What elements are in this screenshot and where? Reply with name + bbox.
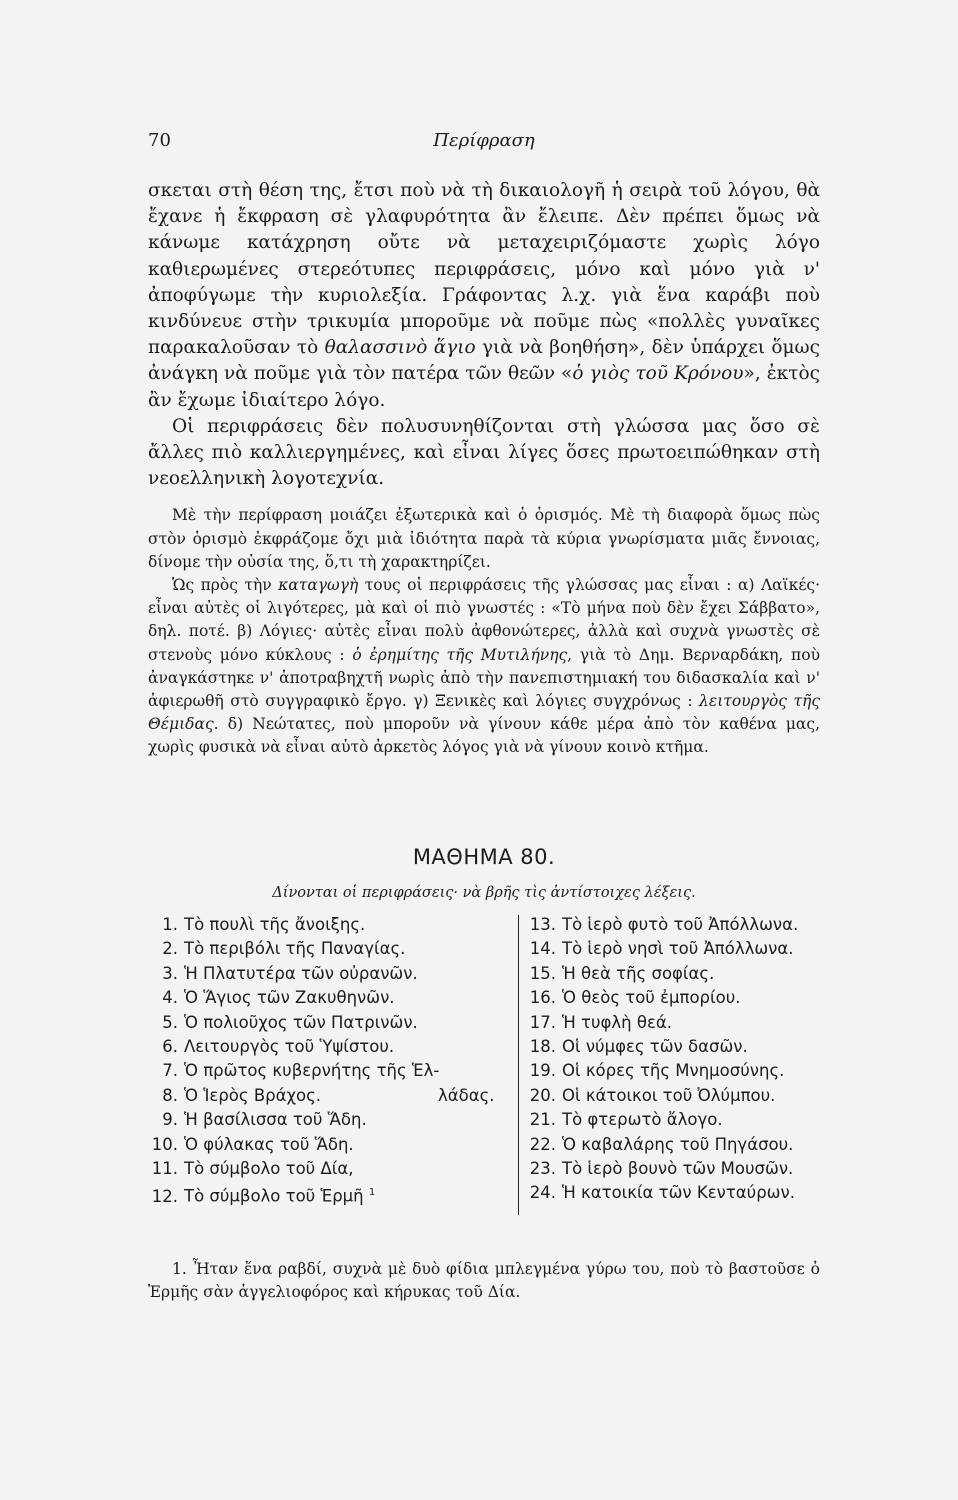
list-item: 12. Τὸ σύμβολο τοῦ Ἑρμῆ $^1$	[151, 1186, 376, 1206]
running-title: Περίφραση	[433, 130, 535, 151]
list-item: 17. Ἡ τυφλὴ θεά.	[529, 1012, 672, 1032]
list-item: 16. Ὁ θεὸς τοῦ ἐμπορίου.	[529, 988, 741, 1008]
page-number: 70	[148, 130, 171, 151]
list-item: 3. Ἡ Πλατυτέρα τῶν οὐρανῶν.	[162, 963, 418, 983]
right-column	[526, 913, 820, 1206]
column-divider	[518, 915, 519, 1215]
lesson-title: ΜΑΘΗΜΑ 80.	[412, 845, 556, 869]
list-item: 4. Ὁ Ἅγιος τῶν Ζακυθηνῶν.	[162, 988, 395, 1008]
list-item: 9. Ἡ βασίλισσα τοῦ Ἅδη.	[162, 1110, 367, 1130]
list-item: 15. Ἡ θεὰ τῆς σοφίας.	[529, 963, 715, 983]
list-item: 13. Τὸ ἱερὸ φυτὸ τοῦ Ἀπόλλωνα.	[529, 915, 799, 934]
exercise-instruction: Δίνονται οἱ περιφράσεις· νὰ βρῆς τὶς ἀντίστοιχες λέξεις.	[272, 885, 696, 901]
list-item: 8. Ὁ Ἱερὸς Βράχος. λάδας.	[148, 1084, 508, 1108]
paragraph-4: Ὡς πρὸς τὴν καταγωγὴ τους οἱ περιφράσεις τῆς γλώσσας μας εἶναι : α) Λαϊκές· εἶναι αὐτὲς οἱ λιγότερες, μὰ καὶ οἱ πιὸ γνωστές : «Τὸ μήνα ποὺ δὲν ἔχει Σάββατο», δηλ. ποτέ. β) Λόγιες· αὐτὲς εἶναι πολὺ ἀφθονώτερες, ἀλλὰ καὶ συχνὰ γνωστὲς σὲ στενοὺς μόνο κύκλους : ὁ ἐρημίτης τῆς Μυτιλήνης, γιὰ τὸ Δημ. Βερναρδάκη, ποὺ ἀναγκάστηκε ν' ἀποτραβηχτῆ νωρὶς ἀπὸ τὴν πανεπιστημιακή του διδασκαλία καὶ ν' ἀφιερωθῆ στὸ συγγραφικὸ ἔργο. γ) Ξενικὲς καὶ λόγιες συγχρόνως : λειτουργὸς τῆς Θέμιδας. δ) Νεώτατες, ποὺ μποροῦν νὰ γίνουν κάθε μέρα ἀπὸ τὸν καθένα μας, χωρὶς φυσικὰ νὰ εἶναι αὐτὸ ἀρκετὸς λόγος γιὰ νὰ γίνουν κοινὸ κτῆμα.	[148, 576, 821, 757]
list-item: 19. Οἱ κόρες τῆς Μνημοσύνης.	[529, 1061, 785, 1081]
paragraph-2: Οἱ περιφράσεις δὲν πολυσυνηθίζονται στὴ γλώσσα μας ὅσο σὲ ἄλλες πιὸ καλλιεργημένες, καὶ εἶναι λίγες ὅσες πρωτοειπώθηκαν στὴ νεοελληνικὴ λογοτεχνία.	[148, 415, 820, 490]
list-item: 10. Ὁ φύλακας τοῦ Ἅδη.	[151, 1134, 354, 1154]
small-print-section	[148, 504, 820, 759]
paragraph-3: Μὲ τὴν περίφραση μοιάζει ἐξωτερικὰ καὶ ὁ ὁρισμός. Μὲ τὴ διαφορὰ ὅμως πὼς στὸν ὁρισμὸ ἐκφράζομε ὄχι μιὰ ἰδιότητα παρὰ τὰ κύρια γνωρίσματα μιᾶς ἔννοιας, δίνομε τὴν οὐσία της, ὅ,τι τὴ χαρακτηρίζει.	[148, 506, 820, 571]
list-item: 23. Τὸ ἱερὸ βουνὸ τῶν Μουσῶν.	[529, 1158, 794, 1178]
italic-phrase: θαλασσινὸ ἅγιο	[324, 337, 476, 359]
list-item: 21. Τὸ φτερωτὸ ἄλογο.	[529, 1110, 723, 1130]
list-item: 2. Τὸ περιβόλι τῆς Παναγίας.	[162, 939, 406, 959]
italic-phrase: ὁ γιὸς τοῦ Κρόνου	[572, 363, 744, 385]
list-item: 22. Ὁ καβαλάρης τοῦ Πηγάσου.	[529, 1134, 794, 1154]
list-item: 20. Οἱ κάτοικοι τοῦ Ὀλύμπου.	[529, 1085, 776, 1105]
page-header	[148, 130, 820, 160]
footnote-text: 1. Ἦταν ἕνα ραβδί, συχνὰ μὲ δυὸ φίδια μπλεγμένα γύρω του, ποὺ τὸ βαστοῦσε ὁ Ἑρμῆς σὰν ἀγγελιοφόρος καὶ κήρυκας τοῦ Δία.	[148, 1260, 820, 1301]
footnote-marker: 1	[368, 1187, 376, 1199]
hyphen-continuation: λάδας.	[438, 1085, 495, 1105]
body-text	[148, 178, 820, 760]
list-item: 18. Οἱ νύμφες τῶν δασῶν.	[529, 1036, 748, 1056]
paragraph-1: σκεται στὴ θέση της, ἔτσι ποὺ νὰ τὴ δικαιολογῆ ἡ σειρὰ τοῦ λόγου, θὰ ἔχανε ἡ ἔκφραση σὲ γλαφυρότητα ἂν ἔλειπε. Δὲν πρέπει ὅμως νὰ κάνωμε κατάχρηση οὔτε νὰ μεταχειριζόμαστε χωρὶς λόγο καθιερωμένες στερεότυπες περιφράσεις, μόνο καὶ μόνο γιὰ ν' ἀποφύγωμε τὴν κυριολεξία. Γράφοντας λ.χ. γιὰ ἕνα καράβι ποὺ κινδύνευε στὴν τρικυμία μποροῦμε νὰ ποῦμε πὼς «πολλὲς γυναῖκες παρακαλοῦσαν τὸ θαλασσινὸ ἅγιο γιὰ νὰ βοηθήση», δὲν ὑπάρχει ὅμως ἀνάγκη νὰ ποῦμε γιὰ τὸν πατέρα τῶν θεῶν «ὁ γιὸς τοῦ Κρόνου», ἐκτὸς ἂν ἔχωμε ἰδιαίτερο λόγο.	[148, 180, 820, 411]
exercise-list	[148, 913, 820, 1223]
list-item: 1. Τὸ πουλὶ τῆς ἄνοιξης.	[162, 915, 366, 934]
left-column	[148, 913, 508, 1206]
italic-phrase: λειτουργὸς τῆς Θέμιδας	[148, 692, 821, 734]
list-item: 6. Λειτουργὸς τοῦ Ὑψίστου.	[162, 1036, 395, 1056]
list-item: 14. Τὸ ἱερὸ νησὶ τοῦ Ἀπόλλωνα.	[529, 939, 794, 959]
list-item: 11. Τὸ σύμβολο τοῦ Δία,	[151, 1158, 354, 1178]
list-item: 5. Ὁ πολιοῦχος τῶν Πατρινῶν.	[162, 1012, 418, 1032]
list-item: 24. Ἡ κατοικία τῶν Κενταύρων.	[529, 1183, 795, 1203]
footnote	[148, 1258, 820, 1303]
list-item: 7. Ὁ πρῶτος κυβερνήτης τῆς Ἑλ-	[162, 1061, 440, 1081]
large-print-section	[148, 178, 820, 492]
italic-phrase: καταγωγὴ	[278, 576, 359, 595]
italic-phrase: ὁ ἐρημίτης τῆς Μυτιλήνης	[352, 645, 568, 664]
